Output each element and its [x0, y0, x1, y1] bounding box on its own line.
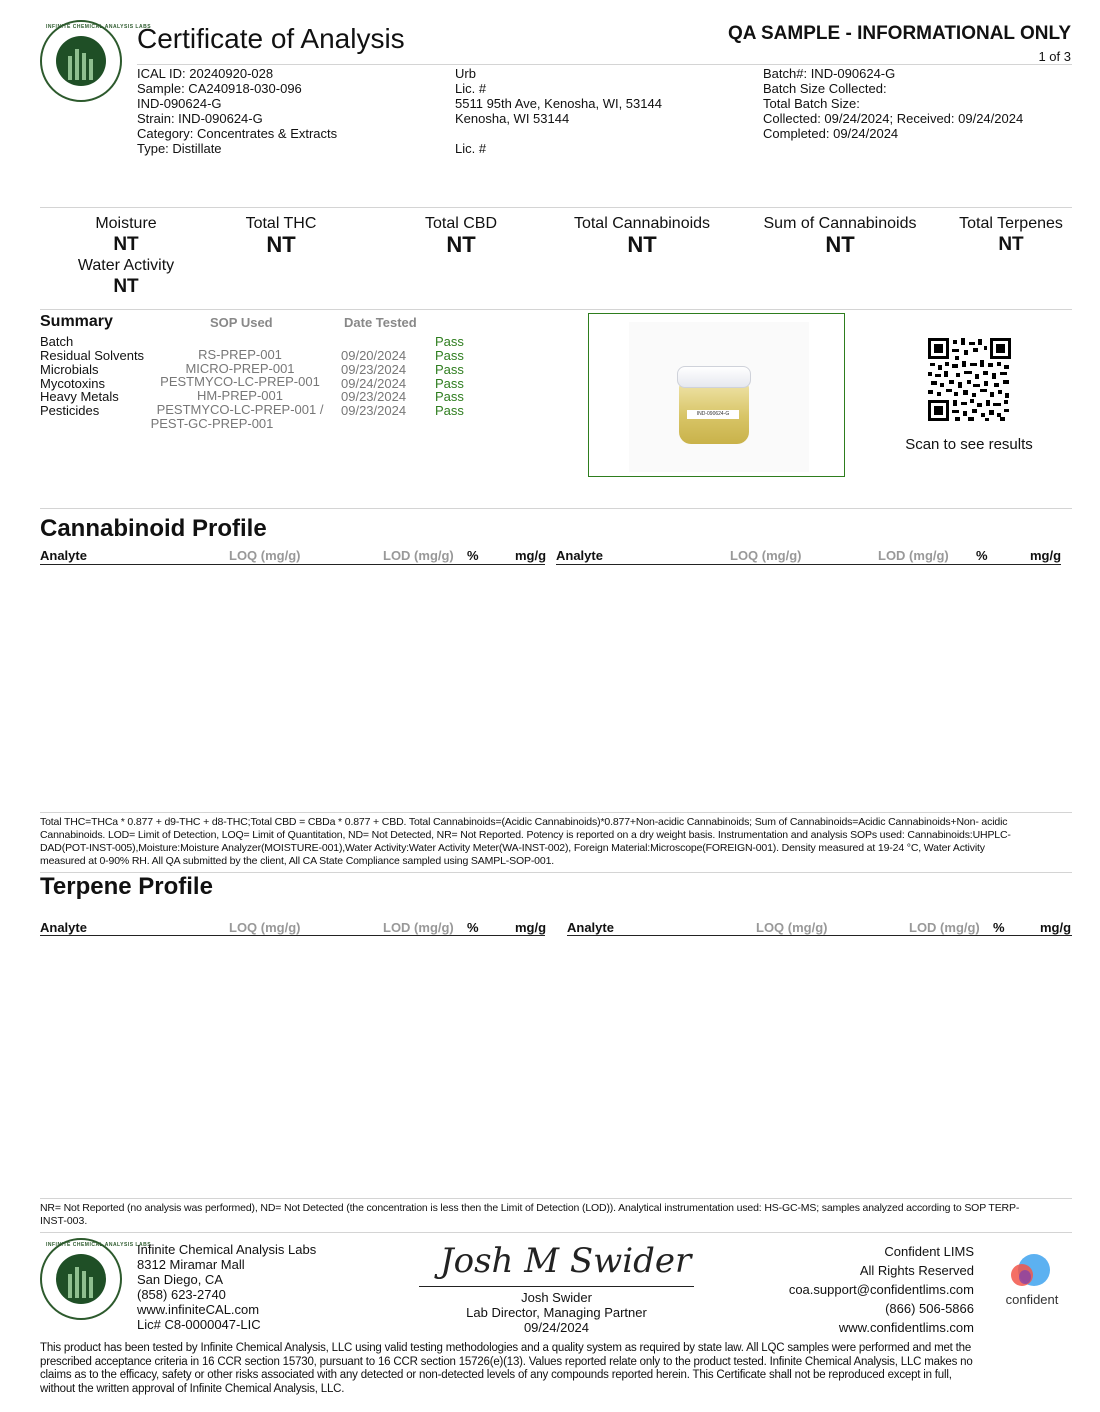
summary-row-name: Microbials	[40, 362, 99, 377]
signer-name: Josh Swider	[521, 1290, 592, 1305]
summary-row-date: 09/23/2024	[341, 389, 407, 404]
header-rule	[567, 935, 1072, 936]
client-address: 5511 95th Ave, Kenosha, WI, 53144	[455, 96, 662, 111]
lims-website[interactable]: www.confidentlims.com	[838, 1320, 974, 1335]
metric-value: NT	[113, 234, 139, 255]
lab-license: Lic# C8-0000047-LIC	[137, 1317, 261, 1332]
batch-size-collected: Batch Size Collected:	[763, 81, 887, 96]
footnote-line: INST-003.	[40, 1215, 88, 1227]
metric-label: Moisture	[95, 215, 157, 232]
header-rule	[40, 564, 545, 565]
terpene-col-percent-2: %	[993, 920, 1005, 935]
summary-row-result: Pass	[435, 403, 464, 418]
terpene-col-loq: LOQ (mg/g)	[229, 920, 301, 935]
metric-value: NT	[627, 232, 657, 257]
sample-info	[137, 66, 337, 156]
sample-photo	[588, 313, 845, 477]
cannabinoid-title: Cannabinoid Profile	[40, 515, 267, 542]
summary-col-date: Date Tested	[344, 315, 417, 330]
lab-contact	[137, 1242, 316, 1332]
terpene-col-loq-2: LOQ (mg/g)	[756, 920, 828, 935]
lims-rights: All Rights Reserved	[859, 1263, 974, 1278]
summary-row-date: 09/24/2024	[341, 376, 407, 391]
collected-received: Collected: 09/24/2024; Received: 09/24/2024	[763, 111, 1024, 126]
summary-row-result: Pass	[435, 362, 464, 377]
summary-row-result: Pass	[435, 348, 464, 363]
cannabinoid-col-percent: %	[467, 548, 479, 563]
signature: Josh M Swider	[440, 1241, 692, 1281]
summary-row-name: Pesticides	[40, 403, 100, 418]
divider	[40, 1198, 1072, 1199]
summary-row-result: Pass	[435, 334, 464, 349]
page-title: Certificate of Analysis	[137, 23, 405, 54]
batch-number: Batch#: IND-090624-G	[763, 66, 896, 81]
summary-row-sop: MICRO-PREP-001	[185, 361, 295, 376]
disclaimer-line: This product has been tested by Infinite Chemical Analysis, LLC using valid testing methodologies and a quality system as required by state law. All LQC samples were performed and met the	[40, 1342, 972, 1354]
summary-row-sop: HM-PREP-001	[197, 388, 283, 403]
footnote-line: Total THC=THCa * 0.877 + d9-THC + d8-THC;Total CBD = CBDa * 0.877 + CBD. Total Cannabinoids=(Acidic Cannabinoids)*0.877+Non-acidic Cannabinoids; Sum of Cannabinoids=Acidic Cannabinoids+Non- acidic	[40, 816, 1008, 828]
divider	[40, 207, 1072, 208]
disclaimer	[40, 1342, 1075, 1396]
category: Category: Concentrates & Extracts	[137, 126, 338, 141]
signed-date: 09/24/2024	[523, 1320, 590, 1335]
jar-label: IND-090624-G	[687, 410, 739, 419]
divider	[40, 1232, 1072, 1233]
cannabinoid-col-loq: LOQ (mg/g)	[229, 548, 301, 563]
type: Type: Distillate	[137, 141, 222, 156]
lims-phone: (866) 506-5866	[885, 1301, 974, 1316]
qr-caption: Scan to see results	[905, 436, 1033, 453]
batch-info	[763, 66, 1023, 141]
metric-total-cbd	[381, 215, 541, 257]
ical-id: ICAL ID: 20240920-028	[137, 66, 274, 81]
metric-sum-cannabinoids	[745, 215, 935, 257]
qa-banner: QA SAMPLE - INFORMATIONAL ONLY	[727, 23, 1071, 44]
metric-value: NT	[266, 232, 296, 257]
footnote-line: Cannabinoids. LOD= Limit of Detection, LOQ= Limit of Quantitation, ND= Not Detected, NR= Not Reported. Potency is reported on a dry weight basis. Instrumentation and analysis SOPs used: Cannabinoids:UHPLC-	[40, 829, 1011, 841]
metric-total-thc	[201, 215, 361, 257]
summary-col-sop: SOP Used	[210, 315, 273, 330]
footnote-line: DAD(POT-INST-005),Moisture:Moisture Analyzer(MOISTURE-001),Water Activity:Water Activity Meter(WA-INST-002), Foreign Material:Microscope(FOREIGN-001). Density measured at 19-24 °C, Water Activity	[40, 842, 985, 854]
cannabinoid-col-mgg: mg/g	[515, 548, 547, 563]
summary-title: Summary	[40, 313, 113, 330]
lab-name: Infinite Chemical Analysis Labs	[137, 1242, 317, 1257]
metric-label: Total THC	[245, 215, 317, 232]
terpene-title: Terpene Profile	[40, 873, 213, 900]
page-indicator: 1 of 3	[1038, 49, 1071, 64]
lab-website[interactable]: www.infiniteCAL.com	[137, 1302, 260, 1317]
summary-row-sop: PESTMYCO-LC-PREP-001 /	[156, 402, 324, 417]
title-rule	[137, 64, 1072, 65]
terpene-footnote	[40, 1202, 1075, 1228]
metric-moisture	[46, 215, 206, 299]
summary-row-sop: PESTMYCO-LC-PREP-001	[160, 374, 320, 389]
terpene-col-lod: LOD (mg/g)	[383, 920, 454, 935]
footnote-line: NR= Not Reported (no analysis was performed), ND= Not Detected (the concentration is less then the Limit of Detection (LOD)). Analytical instrumentation used: HS-GC-MS; samples analyzed according to SOP TERP-	[40, 1202, 1020, 1214]
jar-lid	[677, 366, 751, 388]
metric-total-cannabinoids	[552, 215, 732, 257]
divider	[40, 309, 1072, 310]
sample-id: Sample: CA240918-030-096	[137, 81, 302, 96]
lab-city: San Diego, CA	[137, 1272, 223, 1287]
cannabinoid-col-mgg-2: mg/g	[1030, 548, 1062, 563]
sample-name: IND-090624-G	[137, 96, 222, 111]
disclaimer-line: prescribed acceptance criteria in 16 CCR section 15730, pursuant to 16 CCR section 15726(e)(13). Values reported relate only to the product tested. Infinite Chemical Analysis, LLC makes no	[40, 1355, 973, 1368]
metric-label: Water Activity	[77, 257, 175, 274]
metric-value: NT	[998, 234, 1024, 255]
signer-title: Lab Director, Managing Partner	[466, 1305, 647, 1320]
client-license-2: Lic. #	[455, 141, 487, 156]
completed-date: Completed: 09/24/2024	[763, 126, 899, 141]
metric-label: Total Cannabinoids	[573, 215, 711, 232]
summary-row-date: 09/23/2024	[341, 403, 407, 418]
logo-lettering: INFINITE CHEMICAL ANALYSIS LABS	[46, 24, 152, 30]
metric-value: NT	[825, 232, 855, 257]
summary-row-name: Residual Solvents	[40, 348, 145, 363]
divider	[40, 812, 1072, 813]
summary-row-sop-continued: PEST-GC-PREP-001	[150, 416, 274, 431]
cannabinoid-col-loq-2: LOQ (mg/g)	[730, 548, 802, 563]
client-blank	[455, 126, 662, 141]
metric-value: NT	[446, 232, 476, 257]
signer-block	[419, 1290, 694, 1335]
cannabinoid-col-lod-2: LOD (mg/g)	[878, 548, 949, 563]
metric-total-terpenes	[951, 215, 1071, 257]
lims-contact	[789, 1242, 974, 1337]
lab-phone: (858) 623-2740	[137, 1287, 226, 1302]
signature-line	[419, 1286, 694, 1287]
summary-row-result: Pass	[435, 376, 464, 391]
client-name: Urb	[455, 66, 476, 81]
metric-label: Sum of Cannabinoids	[763, 215, 917, 232]
header-rule	[40, 935, 545, 936]
lims-name: Confident LIMS	[884, 1244, 974, 1259]
qr-code[interactable]	[928, 338, 1011, 421]
cannabinoid-col-analyte-2: Analyte	[556, 548, 603, 563]
metric-label: Total CBD	[424, 215, 498, 232]
client-city: Kenosha, WI 53144	[455, 111, 570, 126]
summary-row-name: Batch	[40, 334, 74, 349]
lab-logo	[40, 20, 152, 102]
summary-row-date: 09/23/2024	[341, 362, 407, 377]
client-license: Lic. #	[455, 81, 487, 96]
client-info	[455, 66, 662, 156]
cannabinoid-footnote	[40, 816, 1075, 868]
confident-logo	[992, 1252, 1072, 1312]
lims-email[interactable]: coa.support@confidentlims.com	[788, 1282, 974, 1297]
disclaimer-line: claims as to the efficacy, safety or other risks associated with any detected or non-detected levels of any compounds reported herein. This Certificate shall not be reproduced except in full,	[40, 1369, 952, 1381]
divider	[40, 508, 1072, 509]
metric-label: Total Terpenes	[959, 215, 1063, 232]
terpene-col-mgg: mg/g	[515, 920, 547, 935]
summary-row-result: Pass	[435, 389, 464, 404]
summary-row-date: 09/20/2024	[341, 348, 407, 363]
disclaimer-line: without the written approval of Infinite Chemical Analysis, LLC.	[40, 1382, 345, 1395]
terpene-col-lod-2: LOD (mg/g)	[909, 920, 980, 935]
header-rule	[556, 564, 1061, 565]
footnote-line: measured at 0-90% RH. All QA submitted by the client, All CA State Compliance sampled using SAMPL-SOP-001.	[40, 855, 555, 867]
strain: Strain: IND-090624-G	[137, 111, 263, 126]
logo-lettering: INFINITE CHEMICAL ANALYSIS LABS	[46, 1242, 152, 1248]
lab-logo-footer	[40, 1238, 152, 1320]
summary-row-name: Mycotoxins	[40, 376, 106, 391]
cannabinoid-col-percent-2: %	[976, 548, 988, 563]
summary-row-name: Heavy Metals	[40, 389, 119, 404]
terpene-col-analyte-2: Analyte	[567, 920, 614, 935]
confident-logo-text: confident	[1005, 1292, 1059, 1307]
terpene-col-analyte: Analyte	[40, 920, 87, 935]
terpene-col-mgg-2: mg/g	[1040, 920, 1072, 935]
summary-row-sop: RS-PREP-001	[198, 347, 282, 362]
lab-address: 8312 Miramar Mall	[137, 1257, 245, 1272]
terpene-col-percent: %	[467, 920, 479, 935]
total-batch-size: Total Batch Size:	[763, 96, 860, 111]
cannabinoid-col-lod: LOD (mg/g)	[383, 548, 454, 563]
cannabinoid-col-analyte: Analyte	[40, 548, 87, 563]
metric-value: NT	[113, 276, 139, 297]
